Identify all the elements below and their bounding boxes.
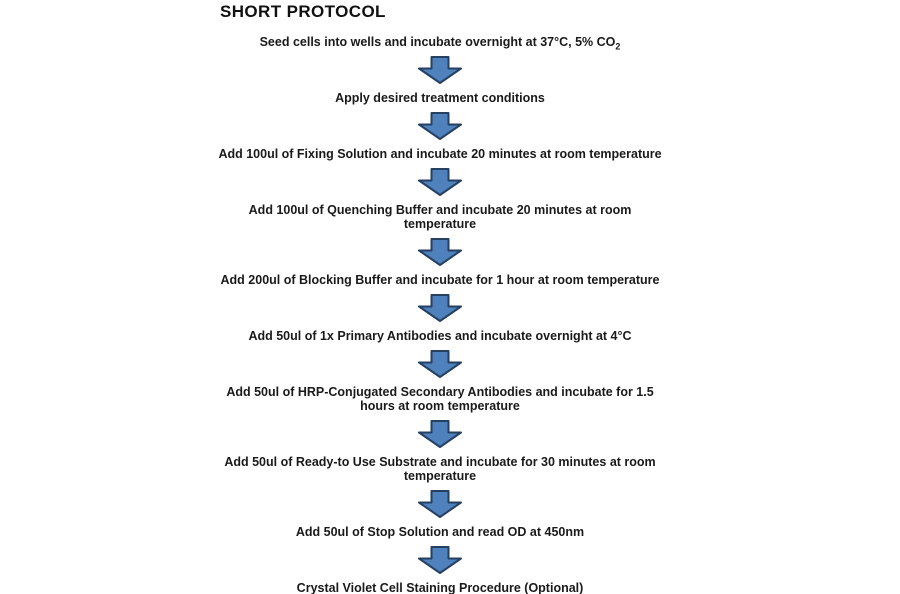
down-arrow-icon xyxy=(418,420,462,448)
down-arrow-icon xyxy=(418,112,462,140)
protocol-step-crystal-violet: Crystal Violet Cell Staining Procedure (Optional) xyxy=(296,581,584,594)
protocol-step-primary-antibodies: Add 50ul of 1x Primary Antibodies and incubate overnight at 4°C xyxy=(248,329,632,343)
protocol-step-substrate xyxy=(224,455,655,483)
protocol-step-line: Add 50ul of HRP-Conjugated Secondary Antibodies and incubate for 1.5 xyxy=(226,385,654,399)
protocol-step-treatment: Apply desired treatment conditions xyxy=(335,91,545,105)
protocol-step-line: temperature xyxy=(403,217,477,231)
down-arrow-icon xyxy=(418,350,462,378)
protocol-step-line: Add 100ul of Quenching Buffer and incubate 20 minutes at room xyxy=(248,203,632,217)
down-arrow-icon xyxy=(418,238,462,266)
protocol-step-line: temperature xyxy=(403,469,477,483)
co2-subscript: 2 xyxy=(615,41,621,52)
protocol-step-line: hours at room temperature xyxy=(360,399,520,413)
protocol-step-secondary-antibodies xyxy=(226,385,653,413)
down-arrow-icon xyxy=(418,546,462,574)
protocol-step-seed-cells xyxy=(259,35,621,52)
protocol-step-line: Seed cells into wells and incubate overnight at 37°C, 5% CO xyxy=(259,35,616,49)
protocol-step-quenching-buffer xyxy=(249,203,632,231)
protocol-step-fixing-solution: Add 100ul of Fixing Solution and incubate 20 minutes at room temperature xyxy=(218,147,662,161)
protocol-step-line: Add 50ul of Ready-to Use Substrate and incubate for 30 minutes at room xyxy=(224,455,656,469)
down-arrow-icon xyxy=(418,294,462,322)
diagram-title: SHORT PROTOCOL xyxy=(220,2,386,21)
down-arrow-icon xyxy=(418,490,462,518)
down-arrow-icon xyxy=(418,56,462,84)
down-arrow-icon xyxy=(418,168,462,196)
protocol-step-blocking-buffer: Add 200ul of Blocking Buffer and incubate for 1 hour at room temperature xyxy=(220,273,660,287)
protocol-flow-column xyxy=(0,35,880,594)
protocol-step-stop-solution: Add 50ul of Stop Solution and read OD at 450nm xyxy=(295,525,585,539)
